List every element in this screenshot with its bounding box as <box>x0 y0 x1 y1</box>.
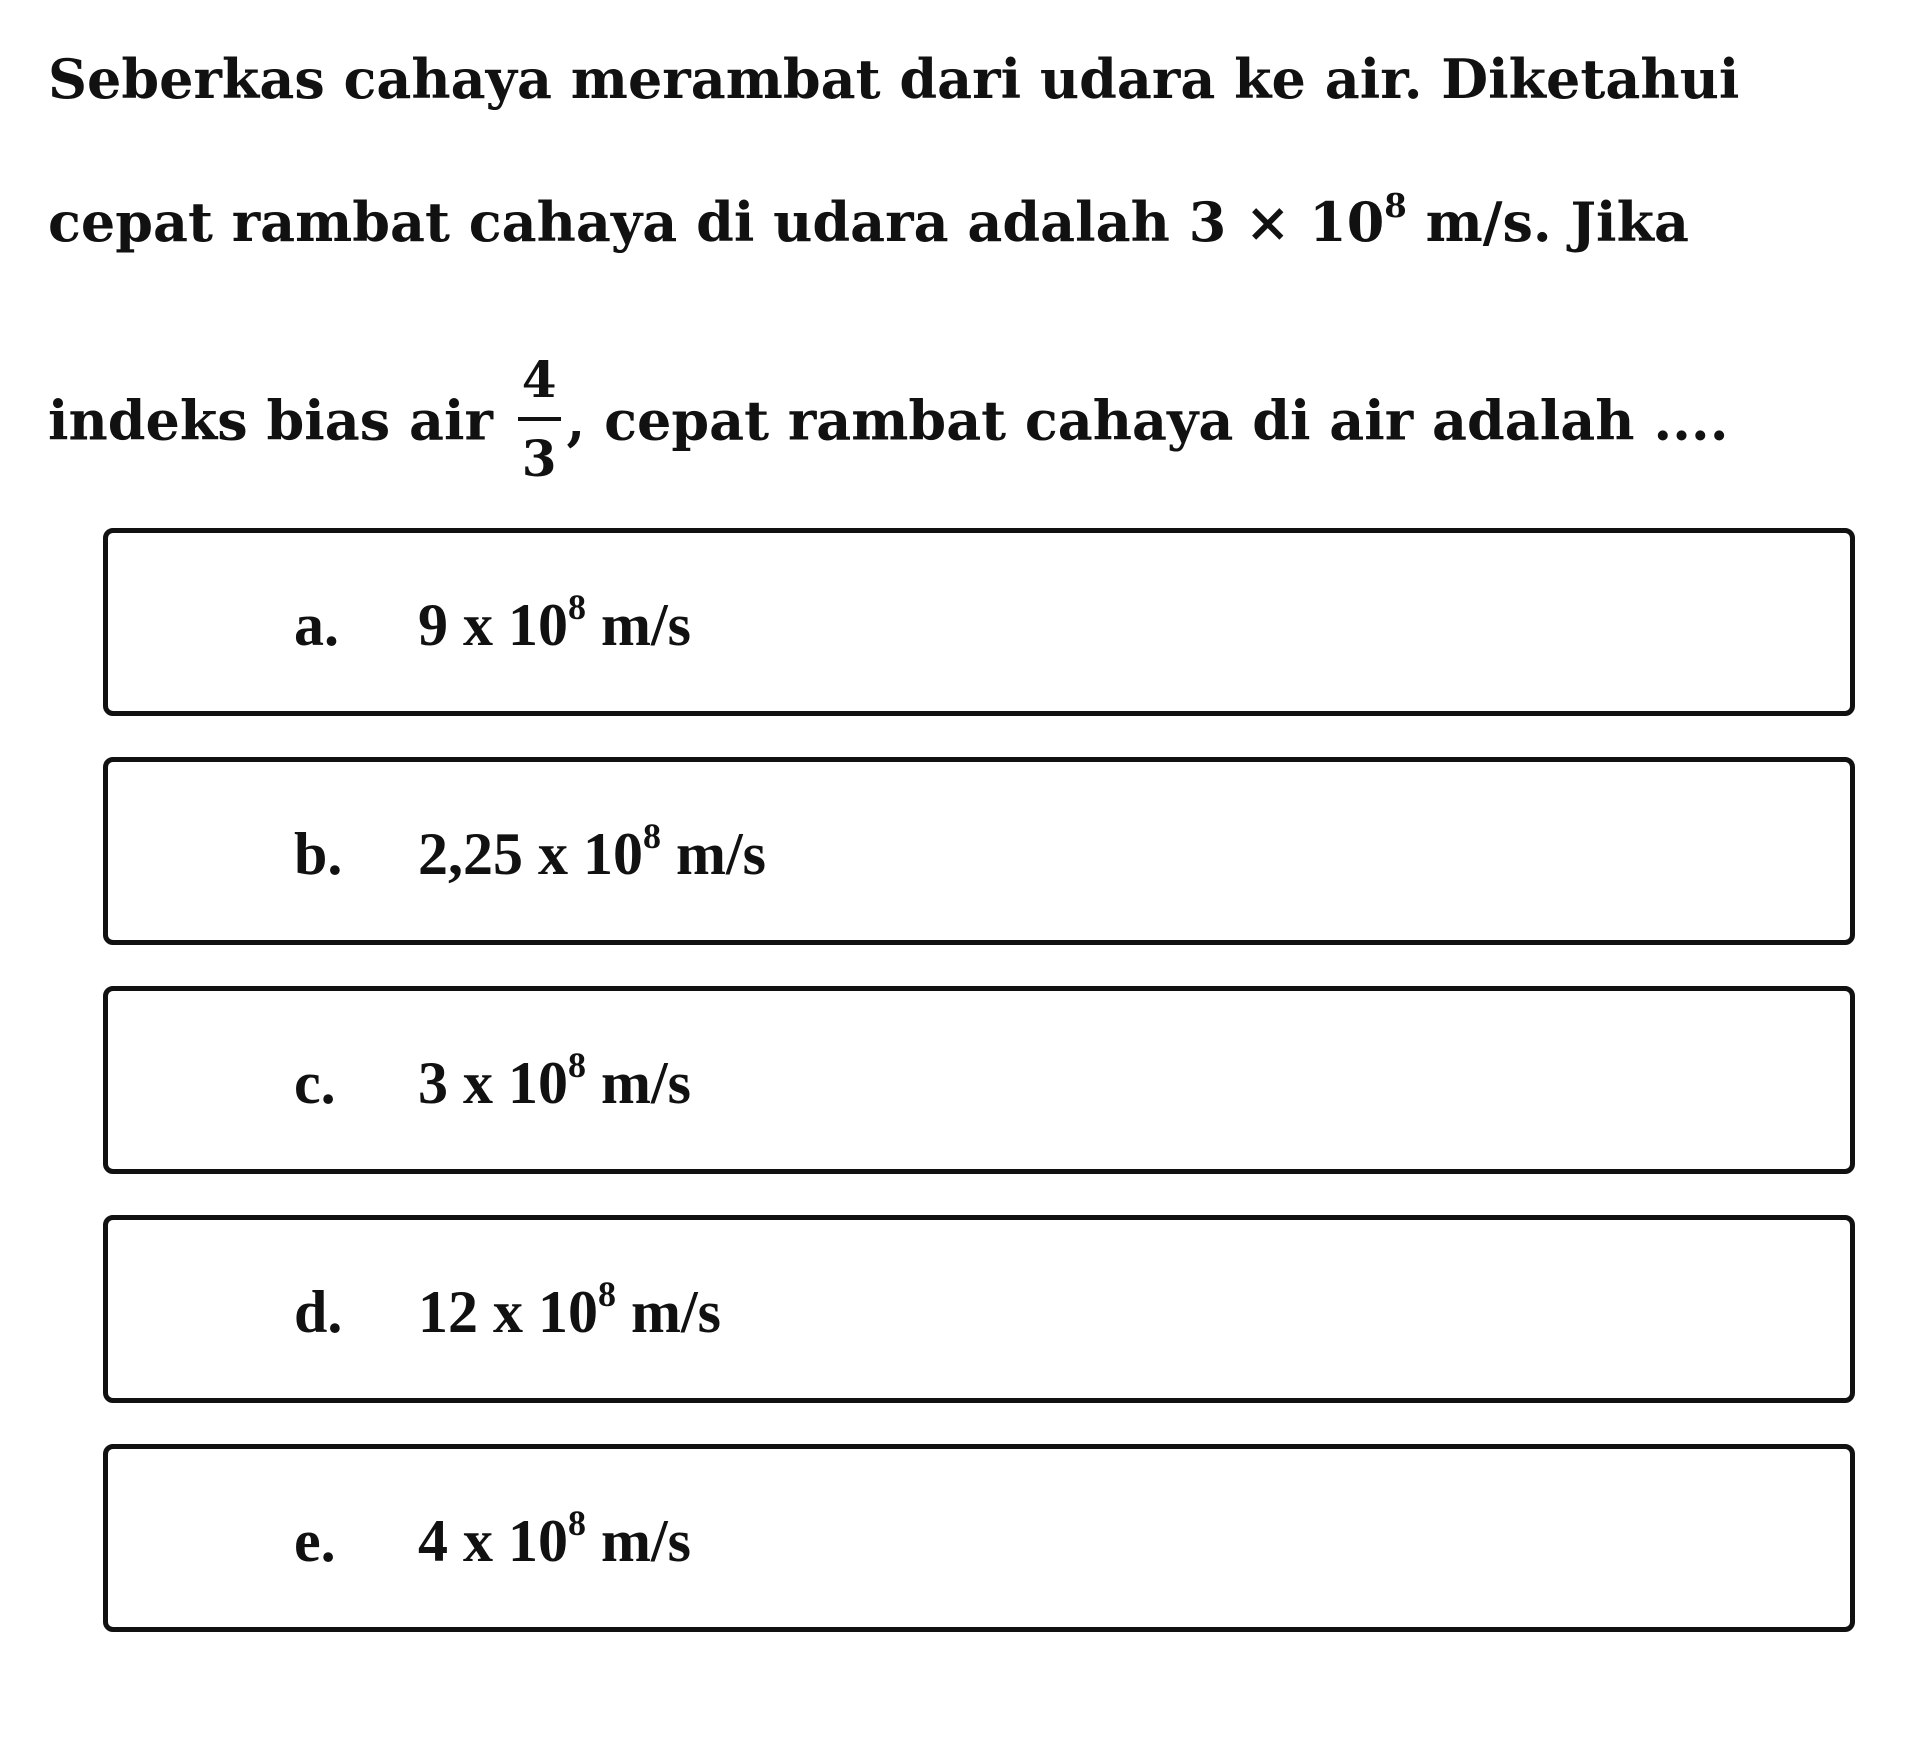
answer-option-b[interactable] <box>103 757 1855 945</box>
question-line-2-prefix: cepat rambat cahaya di udara adalah <box>48 190 1170 254</box>
fraction-denominator: 3 <box>521 428 557 488</box>
answer-option-d[interactable] <box>103 1215 1855 1403</box>
option-coefficient: 12 x 10 <box>418 1279 598 1345</box>
speed-in-air-unit: m/s <box>1406 190 1533 254</box>
question-line-2-suffix: . Jika <box>1532 190 1689 254</box>
option-letter: b. <box>294 821 343 887</box>
option-letter: d. <box>294 1279 343 1345</box>
refractive-index-fraction <box>518 350 561 488</box>
option-coefficient: 4 x 10 <box>418 1508 568 1574</box>
option-letter: e. <box>294 1508 336 1574</box>
option-value <box>418 1502 691 1574</box>
option-coefficient: 3 x 10 <box>418 1050 568 1116</box>
option-value <box>418 586 691 658</box>
option-unit: m/s <box>586 592 691 658</box>
answer-option-a[interactable] <box>103 528 1855 716</box>
speed-in-air-base: 3 × 10 <box>1188 190 1385 254</box>
question-line-1 <box>48 47 1740 147</box>
option-letter: c. <box>294 1050 336 1116</box>
answer-options <box>103 528 1855 1673</box>
answer-option-c[interactable] <box>103 986 1855 1174</box>
option-value <box>418 815 766 887</box>
option-value <box>418 1044 691 1116</box>
option-exponent: 8 <box>568 1502 586 1543</box>
option-unit: m/s <box>586 1050 691 1116</box>
option-coefficient: 2,25 x 10 <box>418 821 643 887</box>
question-text <box>48 47 1740 488</box>
option-exponent: 8 <box>598 1273 616 1314</box>
option-coefficient: 9 x 10 <box>418 592 568 658</box>
question-line-3 <box>48 350 1729 488</box>
option-unit: m/s <box>586 1508 691 1574</box>
question-line-1-text: Seberkas cahaya merambat dari udara ke air. Diketahui <box>48 47 1740 111</box>
option-unit: m/s <box>661 821 766 887</box>
speed-in-air-exponent: 8 <box>1384 187 1407 226</box>
fraction-numerator: 4 <box>518 354 561 421</box>
question-line-2 <box>48 187 1689 290</box>
option-letter: a. <box>294 592 339 658</box>
option-unit: m/s <box>616 1279 721 1345</box>
answer-option-e[interactable] <box>103 1444 1855 1632</box>
question-line-3-prefix: indeks bias air <box>48 388 493 453</box>
option-value <box>418 1273 721 1345</box>
speed-in-air-expression <box>1188 187 1533 254</box>
option-exponent: 8 <box>643 815 661 856</box>
option-exponent: 8 <box>568 586 586 627</box>
option-exponent: 8 <box>568 1044 586 1085</box>
question-line-3-suffix: , cepat rambat cahaya di air adalah .... <box>566 388 1729 453</box>
